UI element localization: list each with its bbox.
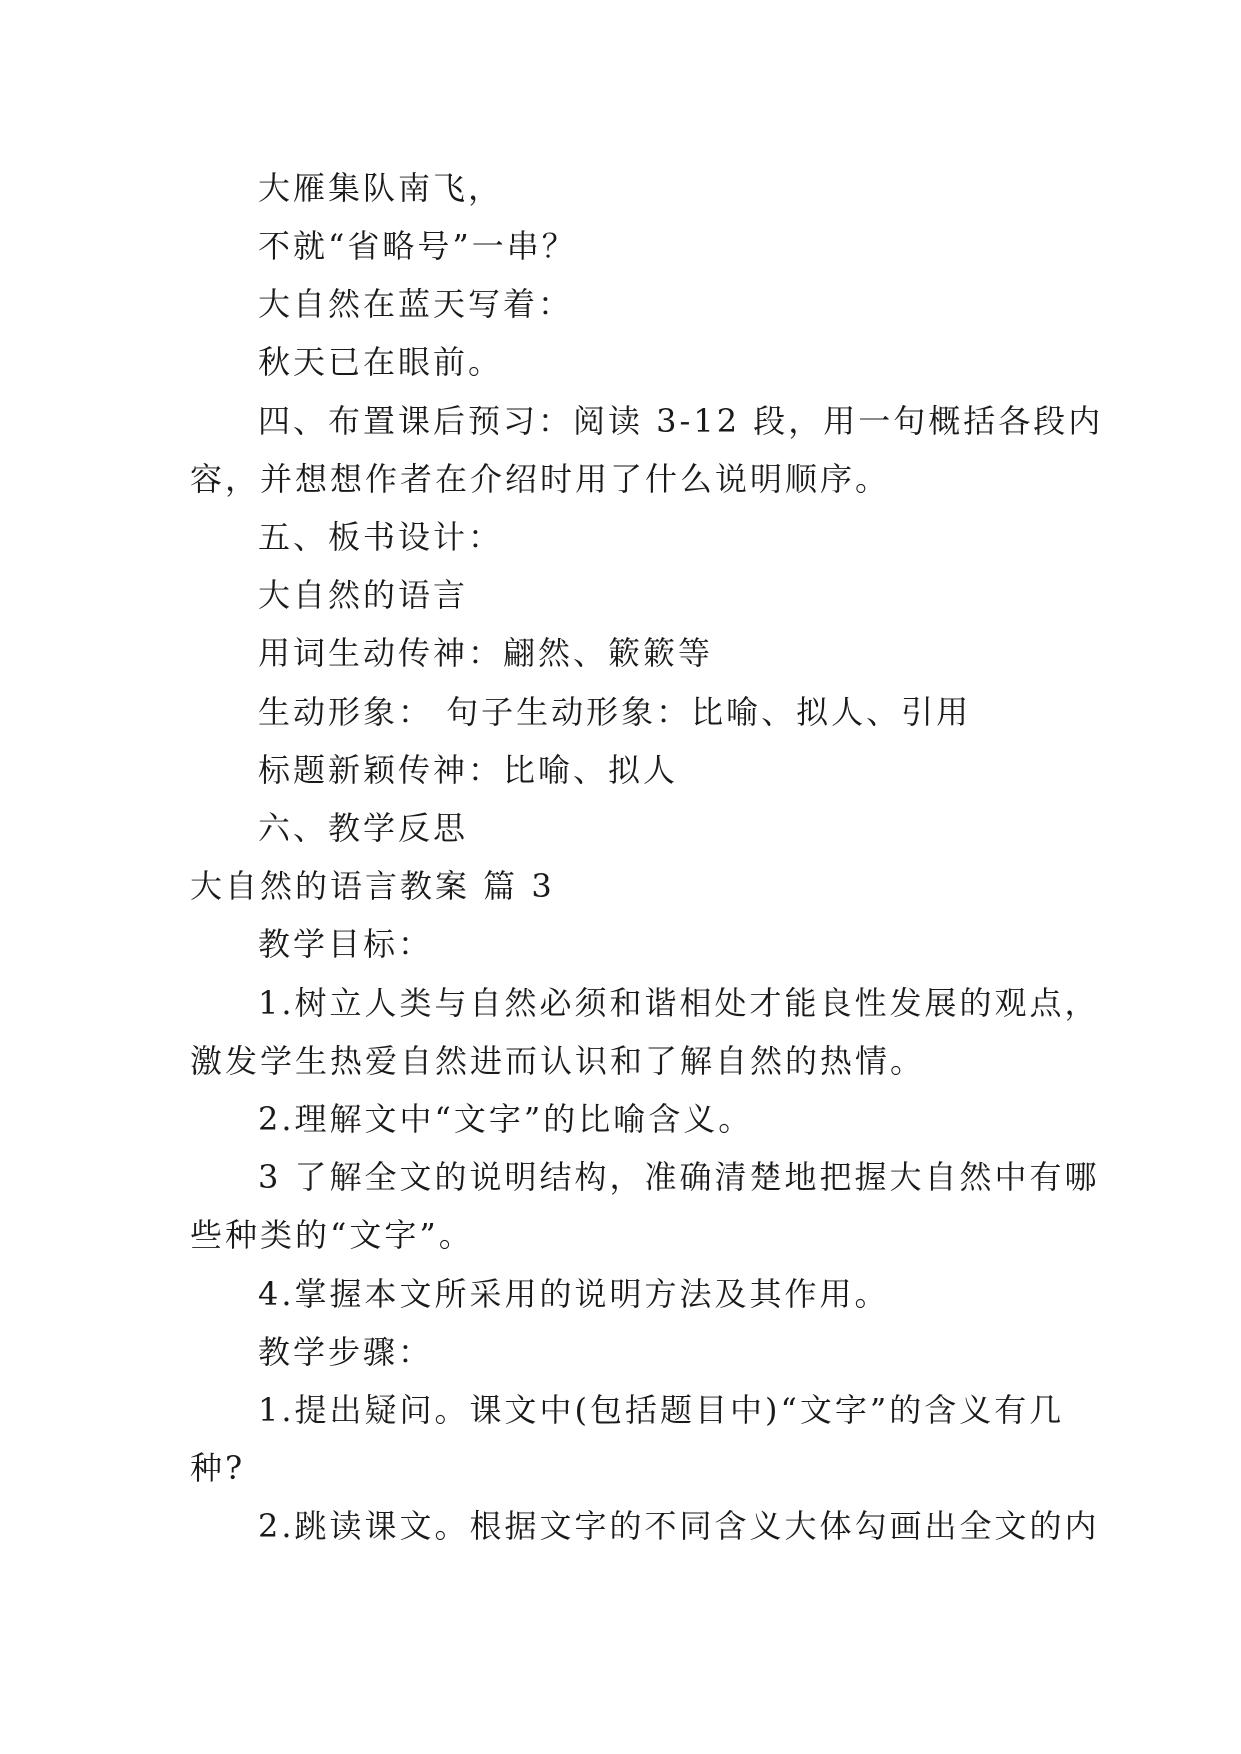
text-line: 六、教学反思 bbox=[258, 809, 469, 847]
text-line: 2.理解文中“文字”的比喻含义。 bbox=[258, 1100, 754, 1138]
text-line: 秋天已在眼前。 bbox=[258, 343, 504, 381]
text-line: 激发学生热爱自然进而认识和了解自然的热情。 bbox=[190, 1042, 926, 1080]
text-line: 教学步骤： bbox=[258, 1333, 434, 1371]
text-line: 3 了解全文的说明结构，准确清楚地把握大自然中有哪 bbox=[258, 1158, 1100, 1196]
section-heading: 大自然的语言教案 篇 3 bbox=[190, 867, 555, 905]
text-line: 4.掌握本文所采用的说明方法及其作用。 bbox=[258, 1275, 890, 1313]
text-line: 容，并想想作者在介绍时用了什么说明顺序。 bbox=[190, 460, 891, 498]
text-line: 不就“省略号”一串？ bbox=[258, 227, 577, 265]
text-line: 1.树立人类与自然必须和谐相处才能良性发展的观点， bbox=[258, 984, 1100, 1022]
text-line: 1.提出疑问。课文中(包括题目中)“文字”的含义有几 bbox=[258, 1391, 1065, 1429]
text-line: 标题新颖传神：比喻、拟人 bbox=[258, 751, 679, 789]
text-line: 大自然的语言 bbox=[258, 576, 469, 614]
text-line: 些种类的“文字”。 bbox=[190, 1216, 474, 1254]
text-line: 用词生动传神：翩然、簌簌等 bbox=[258, 634, 714, 672]
text-line: 大雁集队南飞， bbox=[258, 169, 504, 207]
text-line: 四、布置课后预习：阅读 3-12 段，用一句概括各段内 bbox=[258, 402, 1104, 440]
text-line: 大自然在蓝天写着： bbox=[258, 285, 574, 323]
text-line: 教学目标： bbox=[258, 925, 434, 963]
text-line: 种? bbox=[190, 1449, 246, 1487]
text-line: 五、板书设计： bbox=[258, 518, 504, 556]
text-line: 生动形象： 句子生动形象：比喻、拟人、引用 bbox=[258, 693, 972, 731]
text-line: 2.跳读课文。根据文字的不同含义大体勾画出全文的内 bbox=[258, 1507, 1100, 1545]
